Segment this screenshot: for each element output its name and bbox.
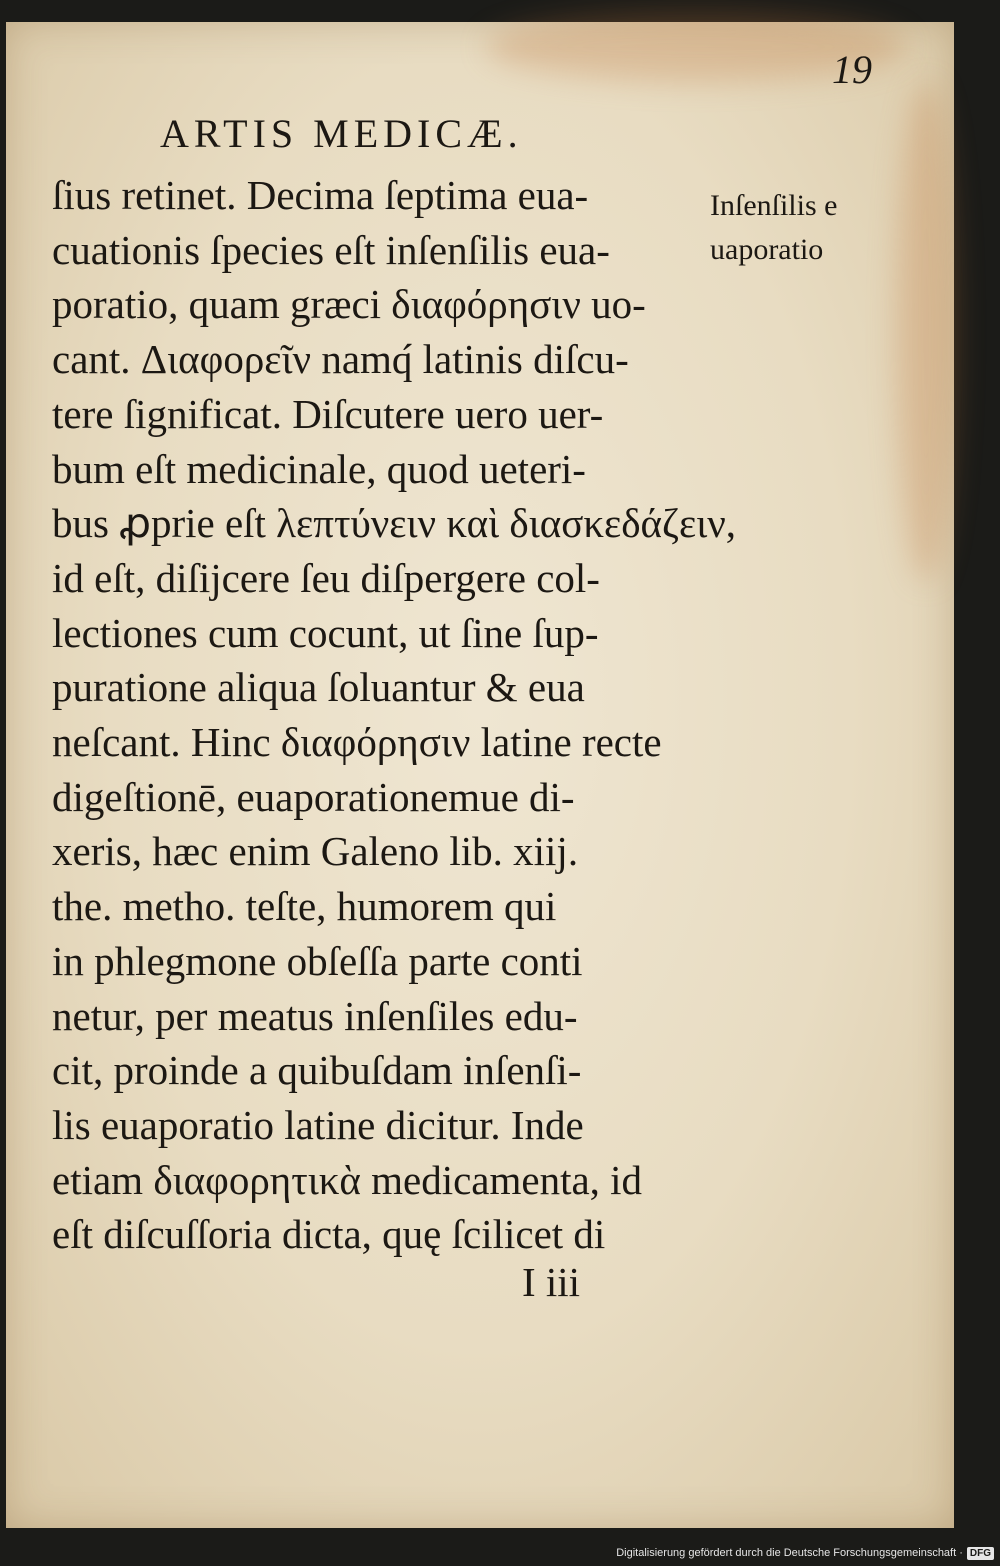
text-line: lectiones cum cocunt, ut ſine ſup-	[52, 609, 599, 656]
folio-number: 19	[832, 47, 872, 92]
digitization-credit	[616, 1544, 994, 1562]
signature-mark: I iii	[522, 1259, 581, 1305]
text-line: bus ꝓprie eſt λεπτύνειν καὶ διασκεδάζειν,	[52, 500, 737, 547]
text-line: xeris, hæc enim Galeno lib. xiij.	[52, 828, 579, 875]
marginal-note-line: uaporatio	[710, 233, 824, 266]
marginal-note-line: Inſenſilis e	[710, 189, 838, 222]
text-line: cit, proinde a quibuſdam inſenſi-	[52, 1047, 582, 1094]
text-line: digeſtionē, euaporationemue di-	[52, 773, 575, 820]
marginal-note	[710, 184, 837, 272]
text-line: ſius retinet. Decima ſeptima eua-	[52, 172, 589, 218]
text-line: etiam διαφορητικὰ medicamenta, id	[52, 1156, 643, 1203]
text-line: poratio, quam græci διαφόρησιν uo-	[52, 281, 646, 328]
text-line: the. metho. teſte, humorem qui	[52, 883, 557, 930]
text-line: lis euaporatio latine dicitur. Inde	[52, 1101, 584, 1148]
credit-text: Digitalisierung gefördert durch die Deutsche Forschungsgemeinschaft ·	[616, 1547, 963, 1559]
text-line: cant. Διαφορεῖν namq́ latinis diſcu-	[52, 336, 629, 383]
page-stain-right	[896, 82, 956, 582]
dfg-logo-icon: DFG	[967, 1547, 994, 1560]
text-line: tere ſignificat. Diſcutere uero uer-	[52, 390, 604, 437]
text-line: in phlegmone obſeſſa parte conti	[52, 937, 583, 984]
text-line: bum eſt medicinale, quod ueteri-	[52, 445, 586, 492]
text-line: id eſt, diſijcere ſeu diſpergere col-	[52, 554, 600, 601]
text-line: netur, per meatus inſenſiles edu-	[52, 992, 578, 1039]
text-line: neſcant. Hinc διαφόρησιν latine recte	[52, 719, 662, 766]
body-text	[52, 168, 737, 1262]
text-line: puratione aliqua ſoluantur & eua	[52, 664, 585, 711]
text-line: eſt diſcuſſoria dicta, quę ſcilicet di	[52, 1211, 606, 1258]
text-line: cuationis ſpecies eſt inſenſilis eua-	[52, 226, 610, 273]
running-head: ARTIS MEDICÆ.	[160, 111, 523, 156]
